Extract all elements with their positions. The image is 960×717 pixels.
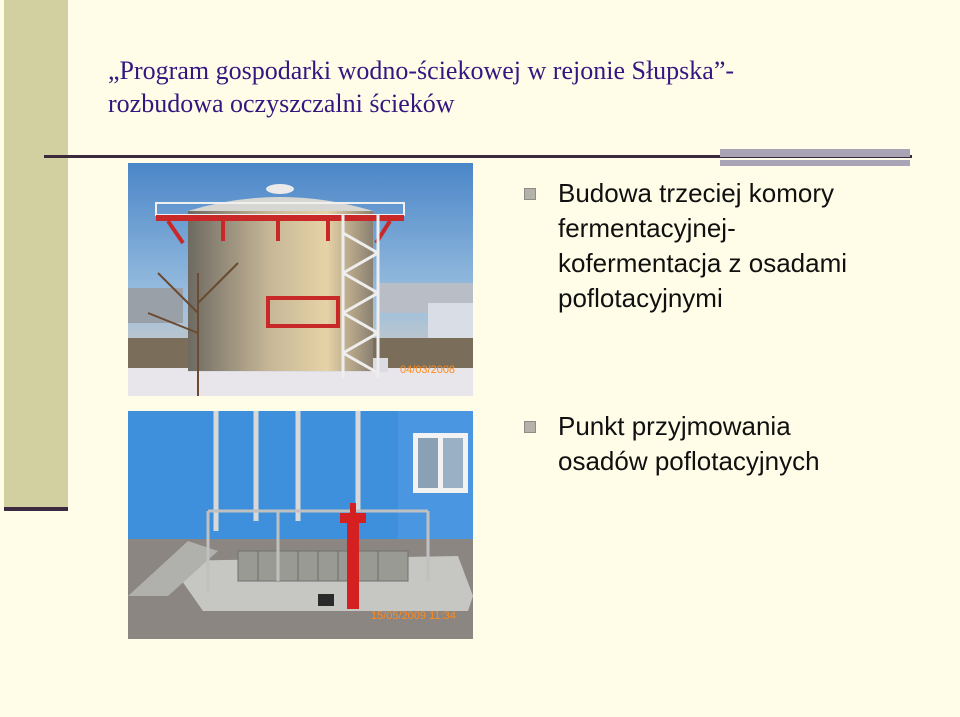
bullet-list-digester (524, 176, 924, 316)
title-line-1: „Program gospodarki wodno-ściekowej w rejonie Słupska”- (108, 56, 735, 85)
bullet-2-line-1: Punkt przyjmowania (558, 411, 791, 441)
bullet-list-reception (524, 409, 924, 479)
divider-accent-bottom (720, 160, 910, 166)
photo-sludge-reception-point (128, 411, 473, 639)
bullet-item-reception (524, 409, 924, 479)
bullet-1-line-1: Budowa trzeciej komory (558, 178, 834, 208)
photo-2-date-stamp: 15/05/2009 11:34 (371, 610, 456, 622)
side-decoration-bar (4, 0, 68, 510)
photo-1-date-stamp: 04/03/2008 (400, 364, 456, 376)
title-line-2: rozbudowa oczyszczalni ścieków (108, 89, 455, 118)
bullet-1-line-4: poflotacyjnymi (558, 283, 723, 313)
slide-title (108, 54, 928, 120)
square-bullet-icon (524, 188, 536, 200)
side-decoration-line (4, 507, 68, 511)
bullet-item-digester (524, 176, 924, 316)
bullet-1-line-3: kofermentacja z osadami (558, 248, 848, 278)
bullet-1-line-2: fermentacyjnej- (558, 213, 736, 243)
bullet-2-line-2: osadów poflotacyjnych (558, 446, 820, 476)
divider-accent-top (720, 149, 910, 157)
photo-digester-construction (128, 163, 473, 396)
square-bullet-icon (524, 421, 536, 433)
